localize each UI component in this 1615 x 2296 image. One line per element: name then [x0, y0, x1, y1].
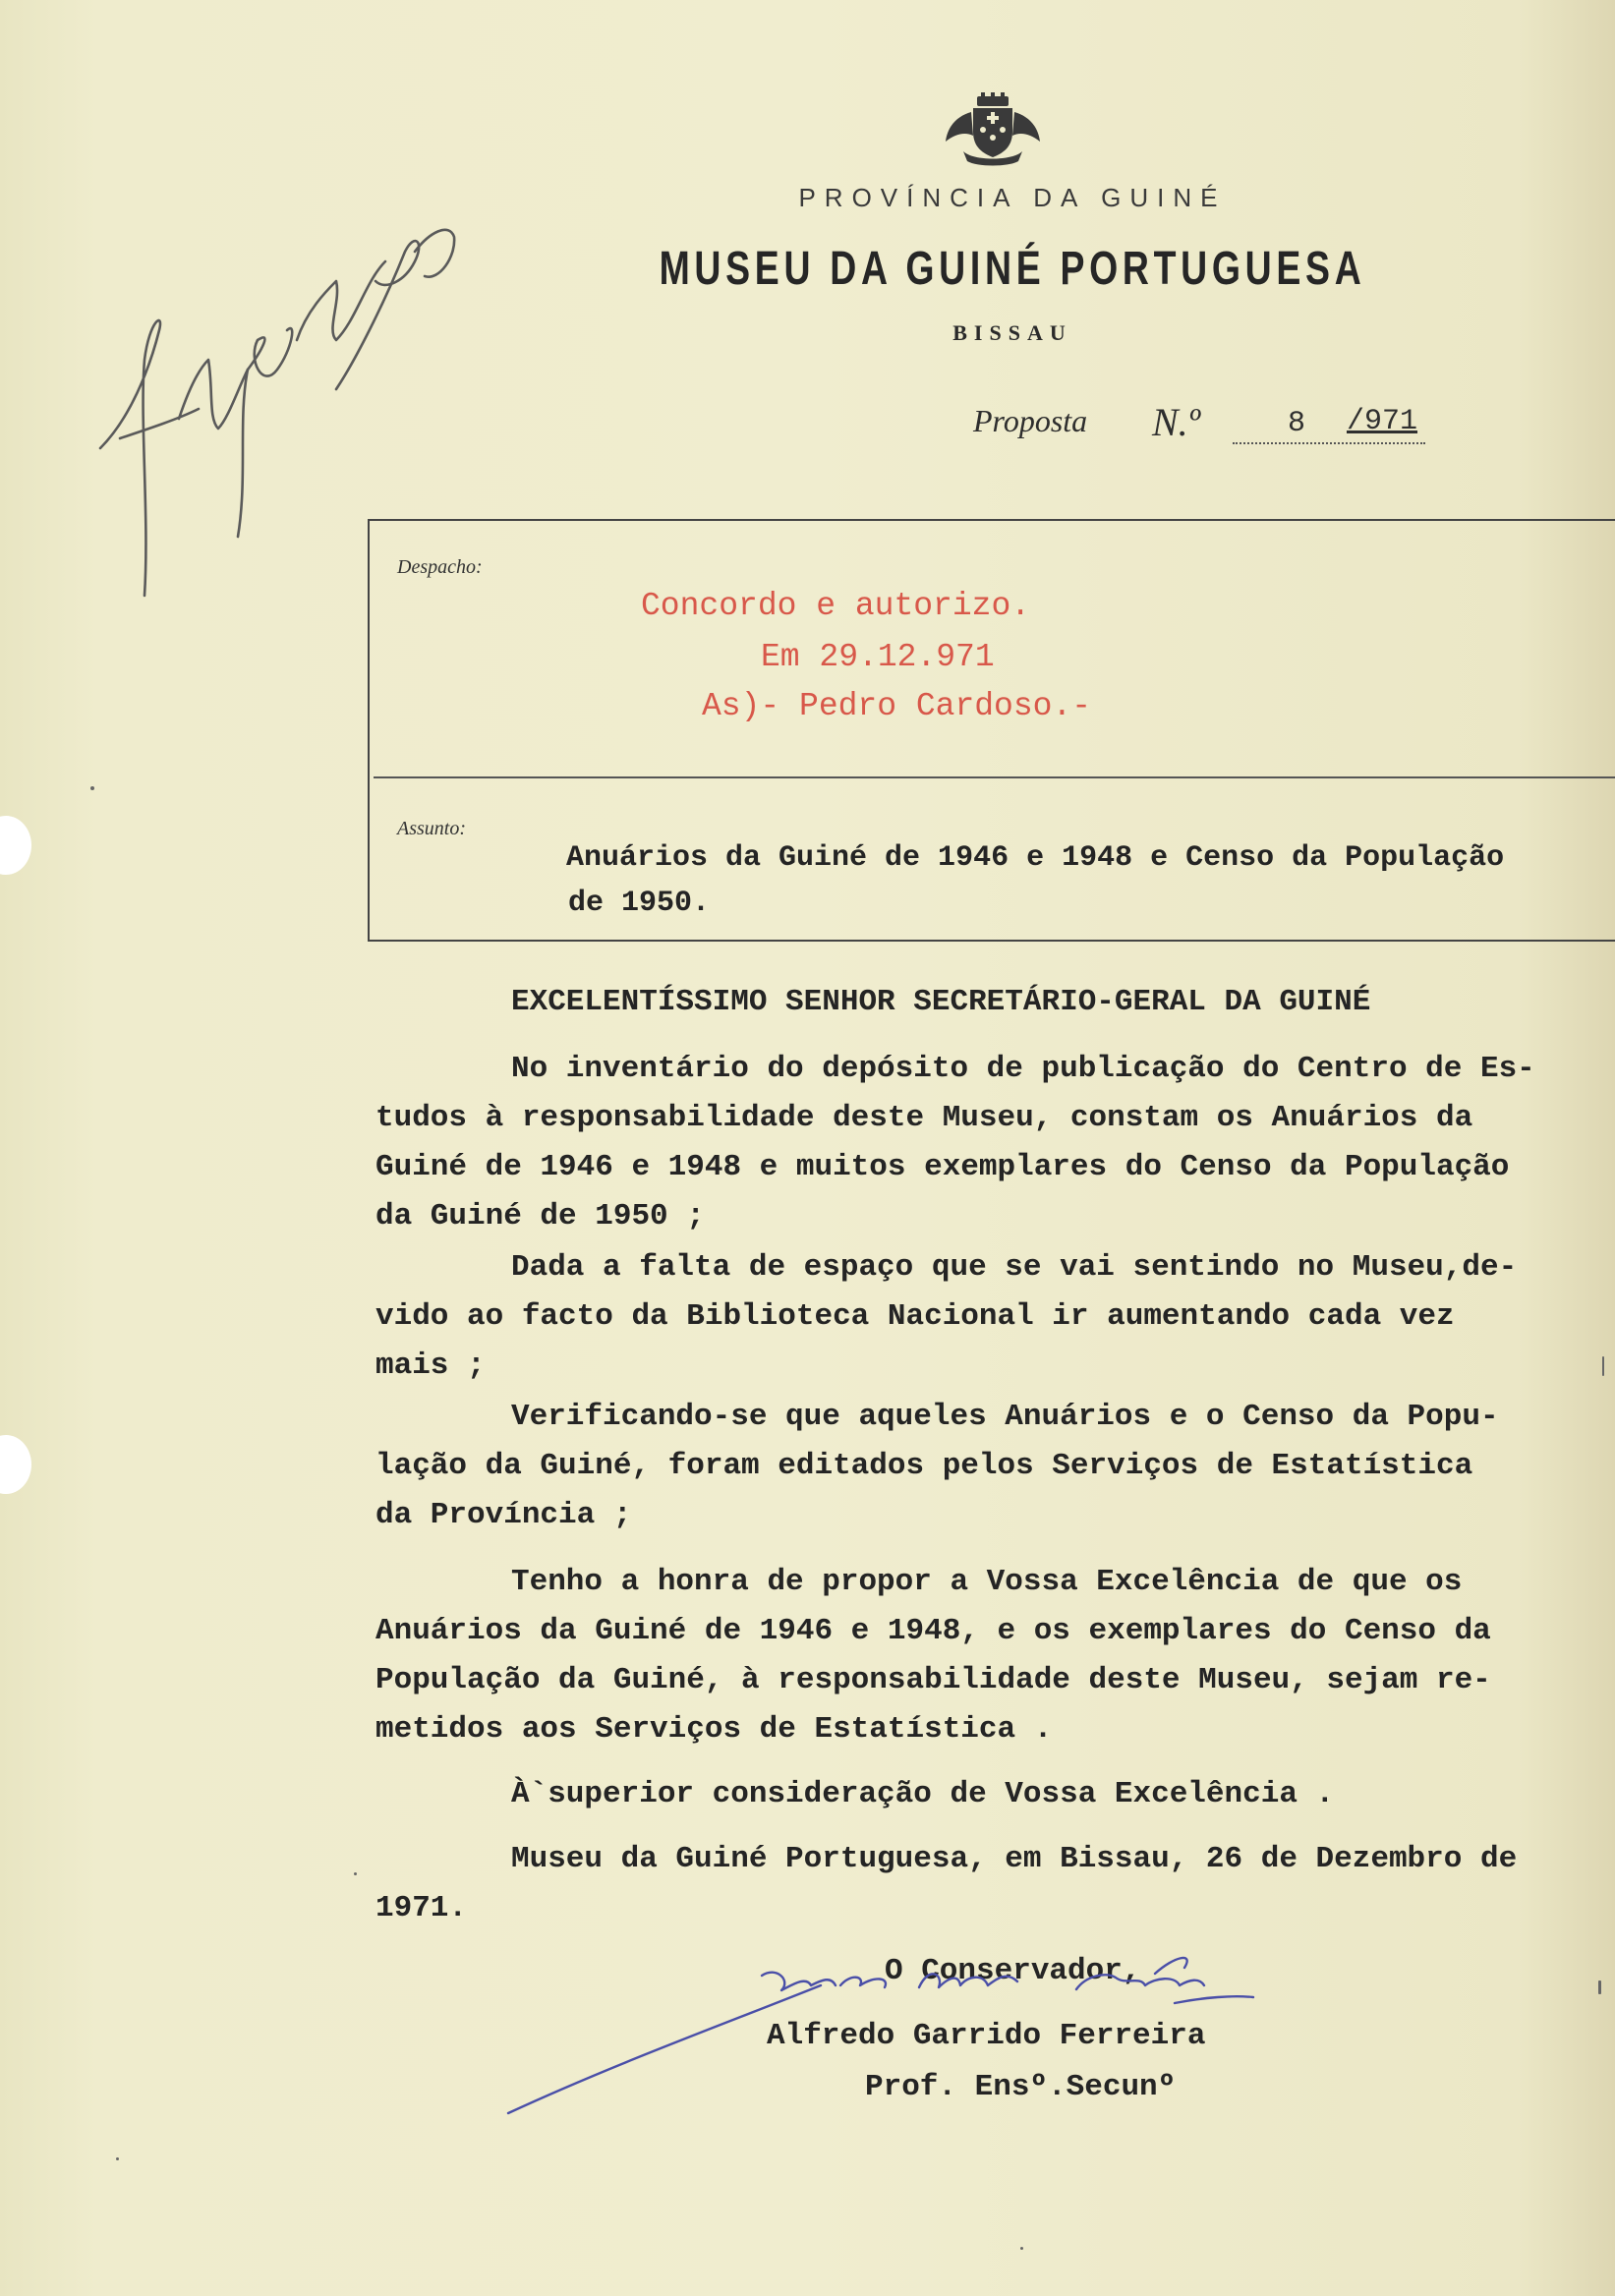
- province-heading: PROVÍNCIA DA GUINÉ: [798, 183, 1227, 212]
- box-border-top: [368, 519, 1615, 521]
- body-line: da Província ;: [375, 1498, 632, 1532]
- body-line: vido ao facto da Biblioteca Nacional ir aumentando cada vez: [375, 1299, 1455, 1334]
- despacho-label: Despacho:: [397, 556, 483, 578]
- body-line: Tenho a honra de propor a Vossa Excelência de que os: [511, 1565, 1463, 1599]
- coat-of-arms-icon: [944, 92, 1042, 171]
- punch-hole: [0, 816, 31, 875]
- box-border-left: [368, 519, 370, 940]
- body-line: Museu da Guiné Portuguesa, em Bissau, 26 de Dezembro de: [511, 1842, 1518, 1876]
- signature-role: Prof. Ensº.Secunº: [865, 2070, 1177, 2104]
- body-line: No inventário do depósito de publicação do Centro de Es-: [511, 1052, 1535, 1086]
- assunto-line: de 1950.: [568, 887, 711, 920]
- body-line: Anuários da Guiné de 1946 e 1948, e os exemplares do Censo da: [375, 1614, 1491, 1648]
- museum-heading: MUSEU DA GUINÉ PORTUGUESA: [659, 243, 1366, 295]
- despacho-line: Em 29.12.971: [761, 639, 995, 675]
- body-line: À`superior consideração de Vossa Excelência .: [511, 1777, 1335, 1811]
- signature-title: O Conservador,: [885, 1954, 1141, 1988]
- body-line: tudos à responsabilidade deste Museu, constam os Anuários da: [375, 1101, 1473, 1135]
- proposta-year: /971: [1347, 405, 1418, 438]
- despacho-line: As)- Pedro Cardoso.-: [702, 688, 1092, 724]
- handwritten-signature: [496, 1956, 1312, 2123]
- assunto-label: Assunto:: [397, 818, 466, 839]
- salutation: EXCELENTÍSSIMO SENHOR SECRETÁRIO-GERAL DA GUINÉ: [511, 985, 1371, 1019]
- proposta-label: Proposta: [973, 403, 1088, 438]
- body-line: mais ;: [375, 1349, 486, 1383]
- box-divider: [374, 776, 1615, 778]
- proposta-number-label: N.º: [1152, 400, 1201, 444]
- body-line: da Guiné de 1950 ;: [375, 1199, 705, 1234]
- signature-name: Alfredo Garrido Ferreira: [767, 2019, 1206, 2053]
- punch-hole: [0, 1435, 31, 1494]
- box-border-bottom: [368, 940, 1615, 942]
- proposta-number: 8: [1288, 407, 1306, 440]
- body-line: População da Guiné, à responsabilidade deste Museu, sejam re-: [375, 1663, 1491, 1697]
- city-heading: BISSAU: [952, 320, 1072, 345]
- body-line: Guiné de 1946 e 1948 e muitos exemplares do Censo da População: [375, 1150, 1510, 1184]
- body-line: 1971.: [375, 1891, 468, 1925]
- body-line: lação da Guiné, foram editados pelos Serviços de Estatística: [375, 1449, 1473, 1483]
- despacho-line: Concordo e autorizo.: [641, 588, 1031, 624]
- proposta-dotted-line: [1233, 442, 1425, 444]
- body-line: Verificando-se que aqueles Anuários e o Censo da Popu-: [511, 1400, 1499, 1434]
- body-line: Dada a falta de espaço que se vai sentindo no Museu,de-: [511, 1250, 1518, 1285]
- assunto-line: Anuários da Guiné de 1946 e 1948 e Censo da População: [566, 841, 1505, 875]
- body-line: metidos aos Serviços de Estatística .: [375, 1712, 1053, 1747]
